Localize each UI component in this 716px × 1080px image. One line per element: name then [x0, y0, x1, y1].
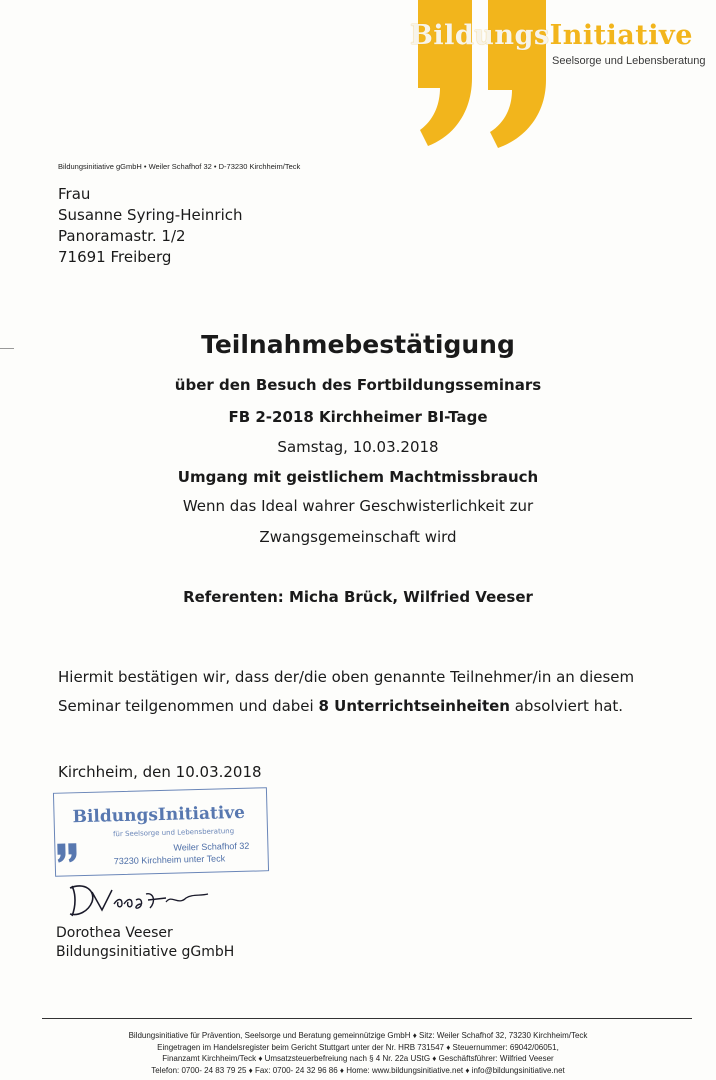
recipient-street: Panoramastr. 1/2: [58, 227, 186, 245]
recipient-address: [58, 184, 243, 268]
footer-line-4: Telefon: 0700- 24 83 79 25 ♦ Fax: 0700- 24 32 96 86 ♦ Home: www.bildungsinitiative.net ♦ info@bildungsinitiative.net: [151, 1065, 565, 1075]
confirmation-line-2: Seminar teilgenommen und dabei 8 Unterrichtseinheiten absolviert hat.: [58, 697, 624, 715]
stamp-street: Weiler Schafhof 32: [173, 840, 250, 853]
footer-line-2: Eingetragen im Handelsregister beim Gericht Stuttgart unter der Nr. HRB 731547 ♦ Steuernummer: 69042/06051,: [157, 1042, 559, 1052]
footer-divider: [42, 1018, 692, 1019]
document-title: Teilnahmebestätigung: [201, 330, 515, 359]
recipient-salutation: Frau: [58, 185, 91, 203]
footer-line-1: Bildungsinitiative für Prävention, Seelsorge und Beratung gemeinnützige GmbH ♦ Sitz: Weiler Schafhof 32, 73230 Kirchheim/Teck: [128, 1031, 588, 1040]
logo-wordmark: BildungsInitiative: [410, 20, 693, 51]
seminar-code: FB 2-2018 Kirchheimer BI-Tage: [228, 408, 488, 426]
teaching-units: 8 Unterrichtseinheiten: [318, 697, 510, 715]
recipient-name: Susanne Syring-Heinrich: [58, 206, 243, 224]
signer-block: [56, 924, 234, 962]
signer-organization: Bildungsinitiative gGmbH: [56, 944, 235, 960]
handwritten-signature: [62, 876, 212, 922]
stamp-quote-icon: [55, 841, 82, 864]
footer-line-3: Finanzamt Kirchheim/Teck ♦ Umsatzsteuerbefreiung nach § 4 Nr. 22a UStG ♦ Geschäftsführer: Wilfried Veeser: [162, 1054, 554, 1063]
company-stamp: [53, 787, 269, 877]
footer: [0, 1030, 716, 1076]
seminar-topic: Umgang mit geistlichem Machtmissbrauch: [177, 468, 539, 486]
confirmation-line-1: Hiermit bestätigen wir, dass der/die oben genannte Teilnehmer/in an diesem: [58, 668, 635, 686]
signer-name: Dorothea Veeser: [56, 925, 173, 941]
speakers: Referenten: Micha Brück, Wilfried Veeser: [183, 588, 533, 606]
recipient-city: 71691 Freiberg: [58, 248, 172, 266]
seminar-date: Samstag, 10.03.2018: [277, 438, 439, 456]
sender-return-address: Bildungsinitiative gGmbH • Weiler Schafhof 32 • D-73230 Kirchheim/Teck: [58, 162, 301, 171]
confirmation-paragraph: [58, 663, 634, 721]
logo-subtitle: Seelsorge und Lebensberatung: [552, 55, 706, 67]
certificate-subtitle: über den Besuch des Fortbildungsseminars: [174, 376, 542, 394]
place-and-date: Kirchheim, den 10.03.2018: [58, 763, 262, 781]
stamp-title: BildungsInitiative: [72, 802, 246, 828]
stamp-subtitle: für Seelsorge und Lebensberatung: [112, 827, 235, 839]
stamp-city: 73230 Kirchheim unter Teck: [113, 853, 226, 867]
seminar-topic-sub-2: Zwangsgemeinschaft wird: [259, 528, 457, 546]
seminar-topic-sub-1: Wenn das Ideal wahrer Geschwisterlichkeit zur: [182, 497, 534, 515]
